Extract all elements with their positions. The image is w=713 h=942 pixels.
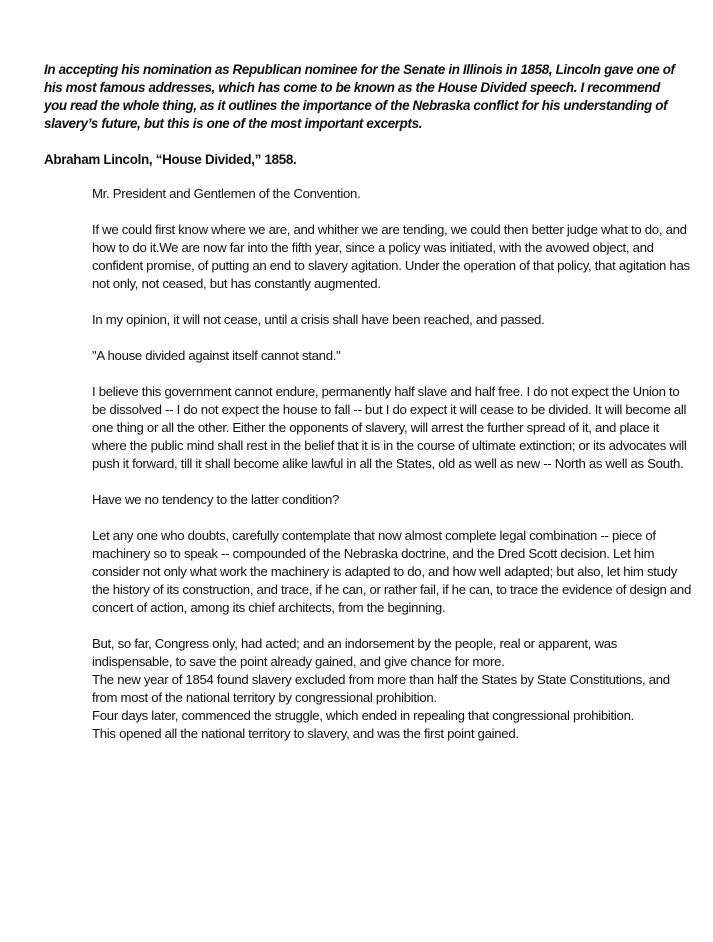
speech-paragraph: The new year of 1854 found slavery excluded from more than half the States by State Constitutions, and from most of the national territory by congressional prohibition. <box>92 672 670 705</box>
speech-paragraph: In my opinion, it will not cease, until a crisis shall have been reached, and passed. <box>92 312 545 327</box>
speech-quote: "A house divided against itself cannot stand." <box>92 348 341 363</box>
speech-paragraph: Have we no tendency to the latter condition? <box>92 492 340 507</box>
speech-paragraph: But, so far, Congress only, had acted; and an indorsement by the people, real or apparent, was indispensable, to save the point already gained, and give chance for more. <box>92 636 618 669</box>
speech-paragraph: Four days later, commenced the struggle, which ended in repealing that congressional prohibition. <box>92 708 634 723</box>
intro-paragraph: In accepting his nomination as Republican nominee for the Senate in Illinois in 1858, Lincoln gave one of his most famous addresses, which has come to be known as the House Divided speech. I recommend you read the whole thing, as it outlines the importance of the Nebraska conflict for his understanding of slavery’s future, but this is one of the most important excerpts. <box>44 62 675 131</box>
speech-attribution: Abraham Lincoln, “House Divided,” 1858. <box>44 152 297 167</box>
speech-salutation: Mr. President and Gentlemen of the Convention. <box>92 186 361 201</box>
speech-paragraph: Let any one who doubts, carefully contemplate that now almost complete legal combination -- piece of machinery so to speak -- compounded of the Nebraska doctrine, and the Dred Scott decision. Let him consider not only what work the machinery is adapted to do, and how well adapted; but also, let him study the history of its construction, and trace, if he can, or rather fail, if he can, to trace the evidence of design and concert of action, among its chief architects, from the beginning. <box>92 528 691 615</box>
speech-excerpt <box>92 185 692 743</box>
speech-paragraph: This opened all the national territory to slavery, and was the first point gained. <box>92 726 519 741</box>
speech-paragraph: If we could first know where we are, and whither we are tending, we could then better judge what to do, and how to do it.We are now far into the fifth year, since a policy was initiated, with the avowed object, and confident promise, of putting an end to slavery agitation. Under the operation of that policy, that agitation has not only, not ceased, but has constantly augmented. <box>92 222 690 291</box>
speech-paragraph: I believe this government cannot endure, permanently half slave and half free. I do not expect the Union to be dissolved -- I do not expect the house to fall -- but I do expect it will cease to be divided. It will become all one thing or all the other. Either the opponents of slavery, will arrest the further spread of it, and place it where the public mind shall rest in the belief that it is in the course of ultimate extinction; or its advocates will push it forward, till it shall become alike lawful in all the States, old as well as new -- North as well as South. <box>92 384 687 471</box>
